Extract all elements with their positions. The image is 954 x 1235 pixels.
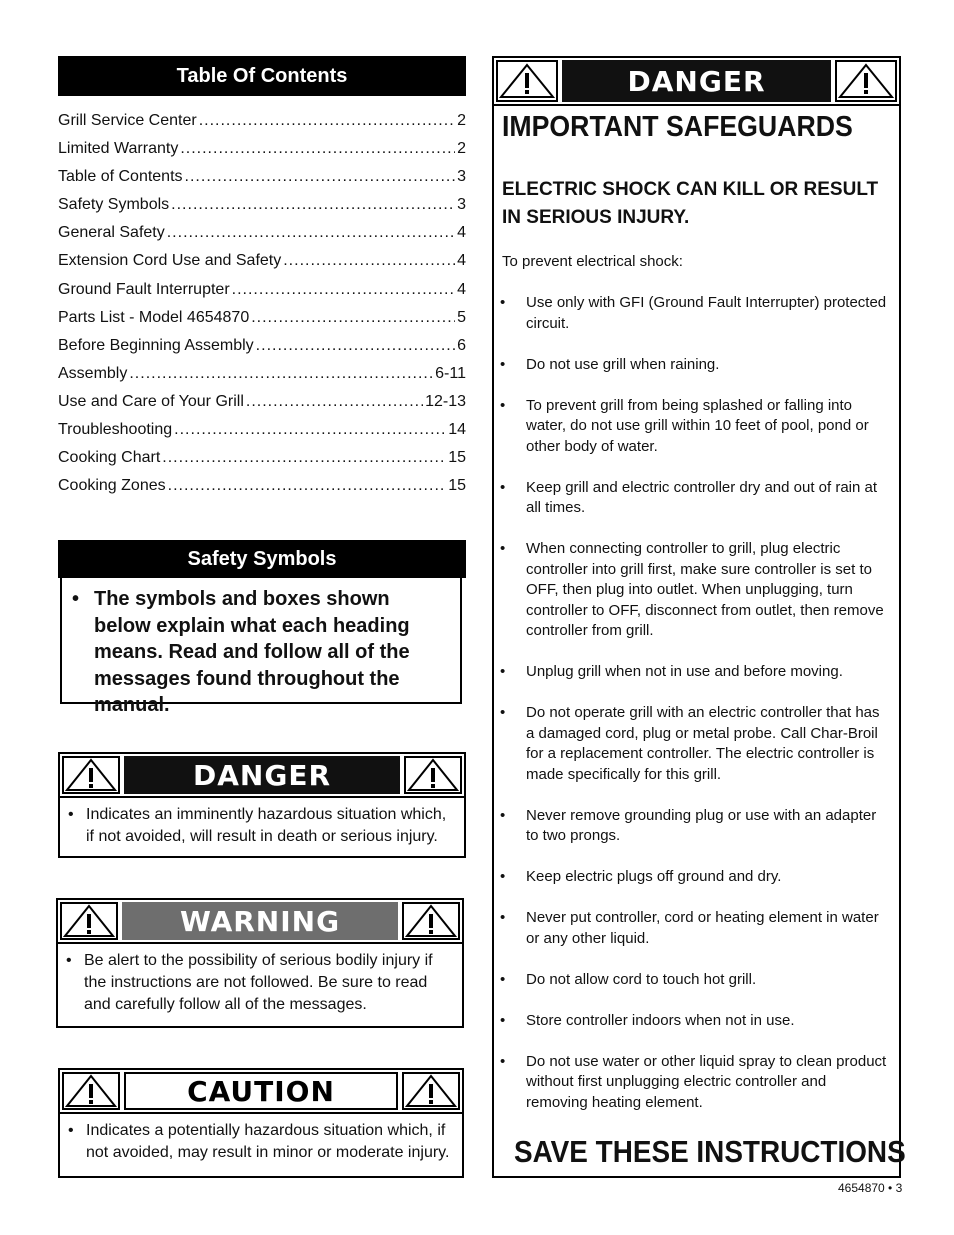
warning-triangle-icon — [404, 756, 462, 794]
safeguard-item-text: Never remove grounding plug or use with an adapter to two prongs. — [526, 806, 877, 844]
toc-entry-label: Cooking Chart — [58, 449, 161, 467]
bullet: • — [500, 1011, 506, 1029]
toc-entry-page: 5 — [457, 308, 466, 326]
toc-entry-page: 15 — [448, 477, 466, 495]
toc-leader-dots — [232, 281, 455, 299]
toc-entry-page: 4 — [457, 224, 466, 242]
danger-word: DANGER — [124, 756, 400, 794]
bullet: • — [68, 806, 74, 823]
toc-entry-page: 12-13 — [425, 392, 466, 410]
safeguard-item-text: Do not allow cord to touch hot grill. — [526, 970, 757, 988]
save-instructions: SAVE THESE INSTRUCTIONS — [514, 1134, 906, 1169]
warning-triangle-icon — [496, 60, 558, 102]
caution-panel — [58, 1068, 464, 1178]
warning-text: Be alert to the possibility of serious bodily injury if the instructions are not followed. Be sure to read and carefully follow all of the messages. — [84, 952, 433, 1013]
caution-text: Indicates a potentially hazardous situation which, if not avoided, may result in minor or moderate injury. — [86, 1122, 450, 1161]
toc-entry — [58, 252, 466, 280]
bullet: • — [500, 294, 506, 311]
safeguards-title: IMPORTANT SAFEGUARDS — [502, 111, 853, 143]
bullet: • — [500, 704, 506, 721]
toc-entry — [58, 309, 466, 337]
safeguard-item — [500, 867, 892, 888]
toc-entry-page: 15 — [448, 449, 466, 467]
toc-entry-page: 2 — [457, 140, 466, 158]
warning-triangle-icon — [402, 902, 460, 940]
safety-symbols-box — [60, 578, 462, 716]
bullet: • — [500, 868, 506, 885]
toc-entry-page: 2 — [457, 112, 466, 129]
warning-triangle-icon — [62, 756, 120, 794]
bullet: • — [72, 588, 80, 610]
warning-triangle-icon — [62, 1072, 120, 1110]
toc-entry — [58, 393, 466, 421]
toc-leader-dots — [171, 196, 455, 214]
toc-leader-dots — [283, 252, 455, 270]
safeguard-item — [500, 539, 892, 642]
safeguard-item — [500, 478, 892, 519]
safeguard-item — [500, 908, 892, 949]
toc-leader-dots — [167, 224, 455, 242]
toc-entry-label: General Safety — [58, 224, 165, 242]
safeguard-item-text: Do not use water or other liquid spray to clean product without first unplugging electric controller and removing heating element. — [526, 1052, 887, 1111]
toc-entry-label: Safety Symbols — [58, 196, 170, 214]
toc-entry-label: Parts List - Model 4654870 — [58, 308, 250, 326]
safety-symbols-title: Safety Symbols — [58, 540, 466, 578]
toc-leader-dots — [162, 449, 446, 467]
bullet: • — [500, 396, 506, 414]
safeguard-item-text: To prevent grill from being splashed or falling into water, do not use grill within 10 feet of pool, pond or other body of water. — [526, 396, 869, 455]
safeguards-danger-word: DANGER — [562, 60, 831, 102]
safeguard-item — [500, 1011, 892, 1032]
page-footer: 4654870 • 3 — [838, 1181, 903, 1195]
toc-entry-page: 4 — [457, 280, 466, 298]
toc-entry-label: Ground Fault Interrupter — [58, 280, 230, 298]
safeguard-item-text: Use only with GFI (Ground Fault Interrupter) protected circuit. — [526, 294, 887, 332]
bullet: • — [500, 1052, 506, 1070]
toc-entry — [58, 168, 466, 196]
toc-entry-label: Cooking Zones — [58, 477, 166, 495]
toc-entry-label: Grill Service Center — [58, 112, 197, 129]
warning-triangle-icon — [60, 902, 118, 940]
bullet: • — [68, 1122, 74, 1139]
warning-panel — [56, 898, 464, 1028]
toc-entry-label: Extension Cord Use and Safety — [58, 252, 282, 270]
bullet: • — [500, 478, 506, 496]
warning-triangle-icon — [835, 60, 897, 102]
danger-text: Indicates an imminently hazardous situation which, if not avoided, will result in death or serious injury. — [86, 806, 447, 845]
toc-title: Table Of Contents — [58, 56, 466, 96]
bullet: • — [66, 952, 72, 969]
safeguard-item — [500, 806, 892, 847]
toc-entry-page: 14 — [448, 421, 466, 439]
bullet: • — [500, 806, 506, 824]
warning-banner — [58, 900, 462, 944]
toc-leader-dots — [246, 393, 423, 411]
toc-leader-dots — [251, 309, 455, 327]
toc-entry-label: Troubleshooting — [58, 421, 173, 439]
warning-word: WARNING — [122, 902, 398, 940]
bullet: • — [500, 540, 506, 557]
safeguards-banner — [494, 58, 899, 106]
toc-leader-dots — [180, 140, 455, 158]
caution-word: CAUTION — [124, 1072, 398, 1110]
danger-banner — [60, 754, 464, 798]
toc-entry — [58, 140, 466, 168]
toc-entry-label: Table of Contents — [58, 168, 183, 186]
safeguards-list — [500, 293, 892, 1113]
safeguard-item — [500, 703, 892, 785]
safeguard-item — [500, 355, 892, 376]
danger-panel — [58, 752, 466, 858]
safeguard-item — [500, 293, 892, 334]
toc-entry — [58, 449, 466, 477]
safeguards-intro: To prevent electrical shock: — [502, 253, 683, 270]
toc-entry — [58, 365, 466, 393]
safeguard-item-text: When connecting controller to grill, plug electric controller into grill first, make sure controller is set to OFF, then plug into outlet. When unplugging, turn controller to OFF, disconnect from outlet, then remove controller from grill. — [526, 540, 884, 639]
toc-entry-label: Limited Warranty — [58, 140, 179, 158]
safety-symbols-text: The symbols and boxes shown below explain what each heading means. Read and follow all of the messages found throughout the manual. — [94, 588, 410, 716]
toc-entry — [58, 224, 466, 252]
bullet: • — [500, 355, 506, 373]
toc-entry-page: 6 — [457, 336, 466, 354]
toc-entry-page: 6-11 — [435, 364, 466, 382]
safeguard-item — [500, 662, 892, 683]
toc-leader-dots — [174, 421, 446, 439]
toc-entry-page: 3 — [457, 196, 466, 214]
safeguard-item-text: Keep grill and electric controller dry and out of rain at all times. — [526, 478, 878, 516]
toc-entry — [58, 337, 466, 365]
toc-entry-label: Use and Care of Your Grill — [58, 392, 244, 410]
toc-leader-dots — [168, 477, 447, 495]
bullet: • — [500, 970, 506, 988]
toc-entry-page: 3 — [457, 168, 466, 186]
safeguard-item — [500, 970, 892, 991]
safeguard-item-text: Unplug grill when not in use and before moving. — [526, 663, 843, 680]
warning-triangle-icon — [402, 1072, 460, 1110]
toc-entry — [58, 477, 466, 505]
toc-entry-label: Before Beginning Assembly — [58, 336, 254, 354]
toc-entry — [58, 281, 466, 309]
toc-entry — [58, 112, 466, 140]
toc-entry — [58, 421, 466, 449]
safeguard-item-text: Do not operate grill with an electric controller that has a damaged cord, plug or metal probe. Call Char-Broil for a replacement controller. The electric controller is made specifically for this grill. — [526, 704, 880, 783]
toc-entry-label: Assembly — [58, 364, 128, 382]
toc-entry — [58, 196, 466, 224]
caution-banner — [60, 1070, 462, 1114]
bullet: • — [500, 909, 506, 926]
safeguard-item-text: Never put controller, cord or heating element in water or any other liquid. — [526, 909, 879, 947]
safeguard-item — [500, 1052, 892, 1114]
bullet: • — [500, 663, 506, 680]
toc-leader-dots — [129, 365, 433, 383]
toc-leader-dots — [185, 168, 456, 186]
safeguard-item-text: Store controller indoors when not in use. — [526, 1011, 795, 1029]
safeguards-subtitle: ELECTRIC SHOCK CAN KILL OR RESULT IN SERIOUS INJURY. — [502, 179, 879, 228]
toc-leader-dots — [256, 337, 455, 355]
safeguard-item-text: Keep electric plugs off ground and dry. — [526, 868, 782, 885]
toc-entry-page: 4 — [457, 252, 466, 270]
toc-leader-dots — [199, 112, 455, 130]
safeguard-item-text: Do not use grill when raining. — [526, 355, 720, 373]
toc-list — [58, 112, 466, 505]
safeguard-item — [500, 396, 892, 458]
